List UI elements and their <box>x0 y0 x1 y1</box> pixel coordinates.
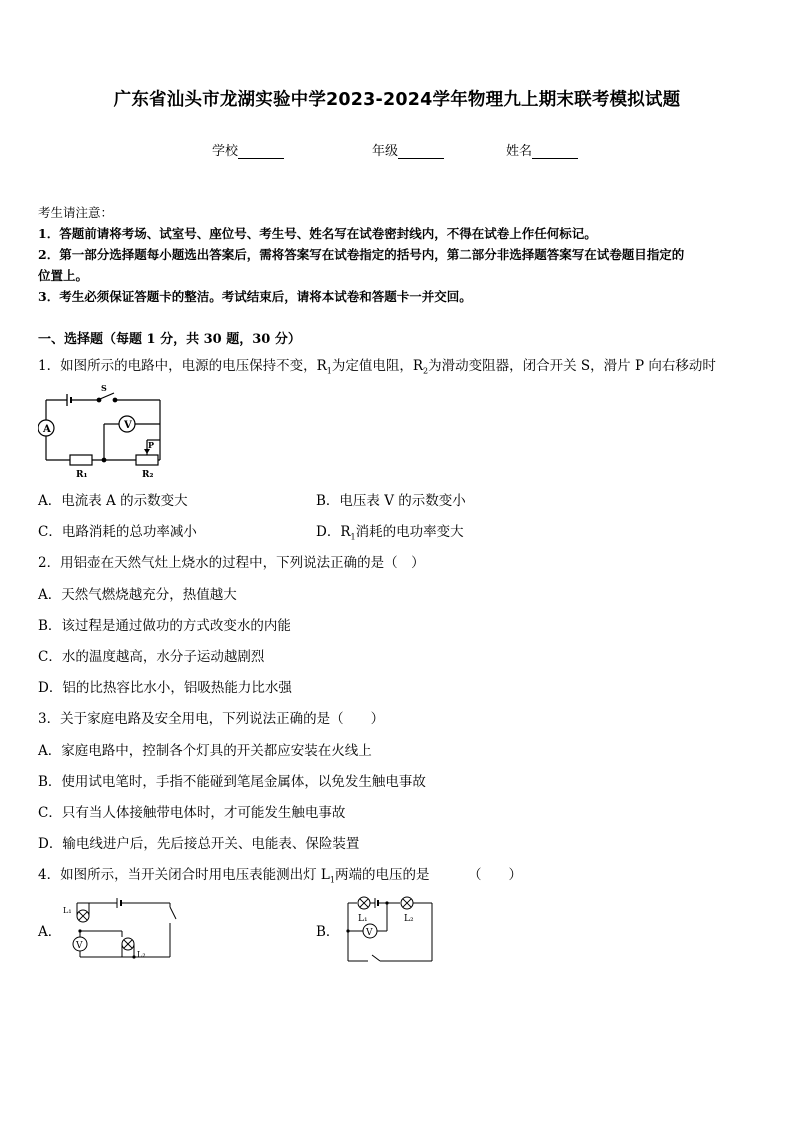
notice-item: 3．考生必须保证答题卡的整洁。考试结束后，请将本试卷和答题卡一并交回。 <box>38 289 472 304</box>
q4-option-a-circuit[interactable] <box>62 893 182 963</box>
q1-r2-label: R₂ <box>142 470 154 480</box>
q4-option-a[interactable]: A． <box>38 924 62 940</box>
school-field[interactable]: 学校 <box>212 140 284 159</box>
q1-option-c[interactable]: C．电路消耗的总功率减小 <box>38 524 197 540</box>
q2-option-b[interactable]: B．该过程是通过做功的方式改变水的内能 <box>38 618 291 634</box>
q1-circuit-diagram <box>38 382 178 482</box>
q1-option-b[interactable]: B．电压表 V 的示数变小 <box>316 493 466 509</box>
page-title: 广东省汕头市龙湖实验中学2023-2024学年物理九上期末联考模拟试题 <box>113 90 681 110</box>
grade-field[interactable]: 年级 <box>372 140 444 159</box>
q1-switch-label: S <box>101 383 107 393</box>
q4-answer-paren: （ ） <box>468 867 522 883</box>
q4-option-b-circuit[interactable] <box>342 891 442 967</box>
notice-item: 位置上。 <box>38 268 89 283</box>
notice-item: 2．第一部分选择题每小题选出答案后，需将答案写在试卷指定的括号内，第二部分非选择题答案写在试卷题目指定的 <box>38 247 685 262</box>
q4a-l2-label: L₂ <box>137 950 146 959</box>
q3-option-c[interactable]: C．只有当人体接触带电体时，才可能发生触电事故 <box>38 805 346 821</box>
q1-slider-label: P <box>148 440 155 450</box>
q1-option-d[interactable]: D．$R_1$消耗的电功率变大 <box>316 524 464 542</box>
q2-option-d[interactable]: D．铝的比热容比水小，铝吸热能力比水强 <box>38 680 292 696</box>
q1-option-a[interactable]: A．电流表 A 的示数变大 <box>38 493 188 509</box>
q1-r1-label: R₁ <box>76 470 88 480</box>
q4a-voltmeter-label: V <box>76 941 83 951</box>
q4-option-b[interactable]: B． <box>316 924 340 940</box>
question-3-stem: 3．关于家庭电路及安全用电，下列说法正确的是（ ） <box>38 711 385 727</box>
section-heading: 一、选择题（每题 1 分，共 30 题，30 分） <box>38 332 301 347</box>
q3-option-a[interactable]: A．家庭电路中，控制各个灯具的开关都应安装在火线上 <box>38 743 372 759</box>
notice-heading: 考生请注意： <box>38 205 114 220</box>
q4a-l1-label: L₁ <box>63 906 72 915</box>
q1-voltmeter-label: V <box>124 420 132 431</box>
q1-ammeter-label: A <box>43 424 51 435</box>
question-2-stem: 2．用铝壶在天然气灶上烧水的过程中，下列说法正确的是（ ） <box>38 555 425 571</box>
q3-option-b[interactable]: B．使用试电笔时，手指不能碰到笔尾金属体，以免发生触电事故 <box>38 774 426 790</box>
q4b-voltmeter-label: V <box>366 928 373 938</box>
q4b-l2-label: L₂ <box>404 914 414 924</box>
q2-option-a[interactable]: A．天然气燃烧越充分，热值越大 <box>38 587 237 603</box>
question-1-stem: 1．如图所示的电路中，电源的电压保持不变，$R_1$为定值电阻，$R_2$为滑动变阻器，闭合开关 S，滑片 P 向右移动时 <box>38 358 716 376</box>
question-4-stem: 4．如图所示，当开关闭合时用电压表能测出灯 $L_1$两端的电压的是 <box>38 867 430 885</box>
name-field[interactable]: 姓名 <box>506 140 578 159</box>
notice-item: 1．答题前请将考场、试室号、座位号、考生号、姓名写在试卷密封线内，不得在试卷上作任何标记。 <box>38 226 597 241</box>
q2-option-c[interactable]: C．水的温度越高，水分子运动越剧烈 <box>38 649 265 665</box>
q4b-l1-label: L₁ <box>358 914 368 924</box>
q3-option-d[interactable]: D．输电线进户后，先后接总开关、电能表、保险装置 <box>38 836 360 852</box>
